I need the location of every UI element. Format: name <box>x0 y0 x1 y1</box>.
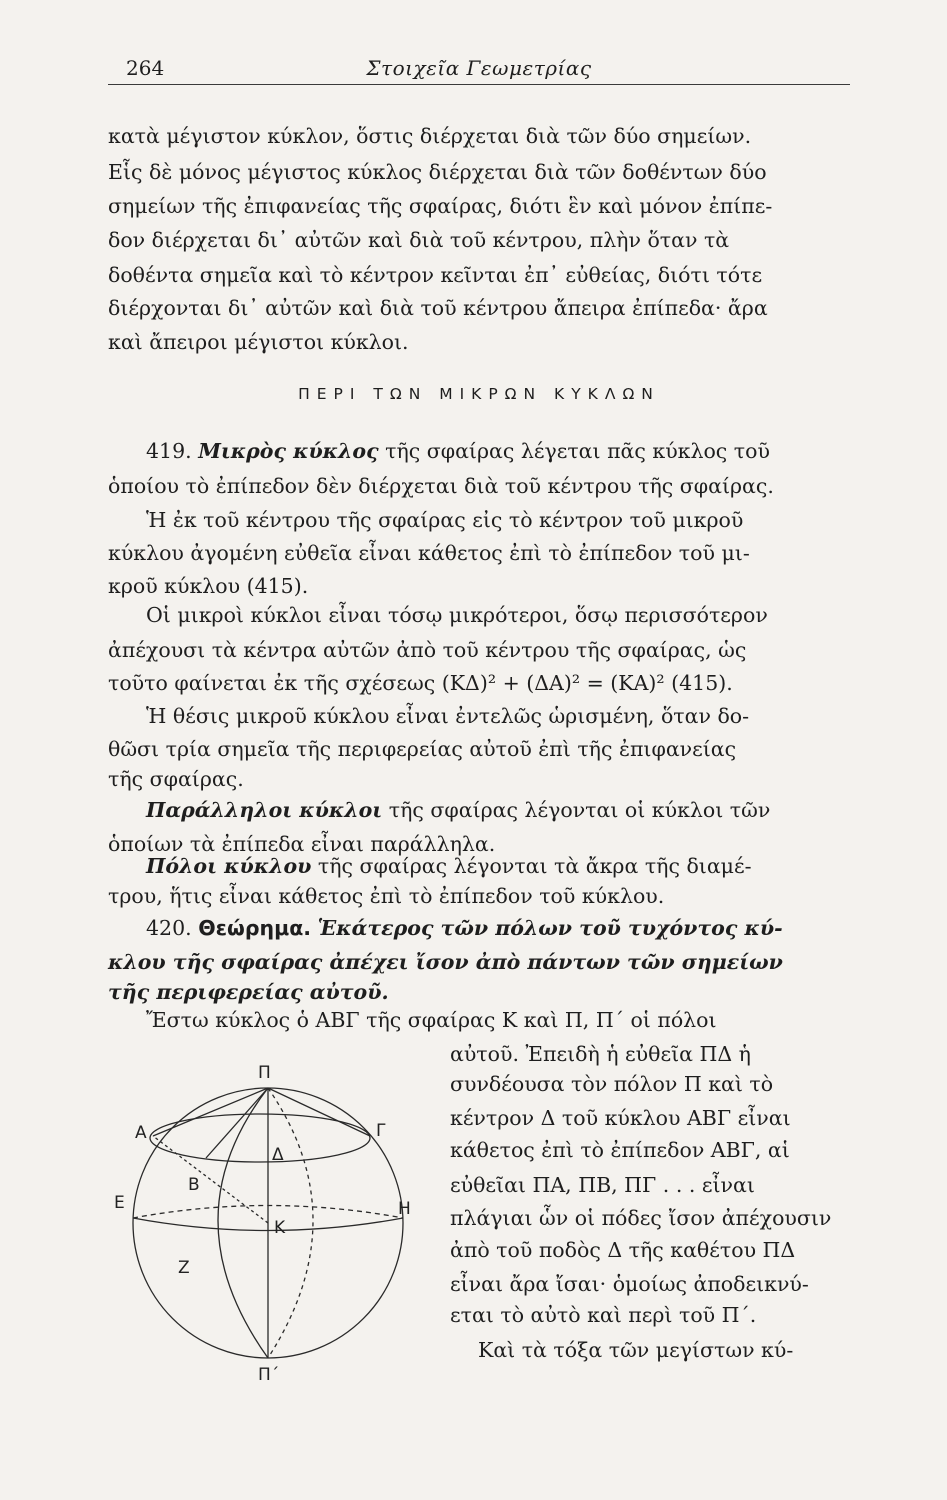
text-line: Ἔστω κύκλος ὁ ΑΒΓ τῆς σφαίρας Κ καὶ Π, Π΄ οἱ πόλοι <box>146 1008 717 1032</box>
text-fragment: τῆς σφαίρας λέγονται οἱ κύκλοι τῶν <box>388 798 771 822</box>
section-heading: ΠΕΡΙ ΤΩΝ ΜΙΚΡΩΝ ΚΥΚΛΩΝ <box>298 385 660 403</box>
label-Z: Ζ <box>178 1258 190 1278</box>
sphere-figure <box>108 1018 438 1388</box>
text-line: κροῦ κύκλου (415). <box>108 574 309 598</box>
label-P: Π <box>258 1063 271 1083</box>
text-line: δον διέρχεται δι᾽ αὐτῶν καὶ διὰ τοῦ κέντρου, πλὴν ὅταν τὰ <box>108 228 730 252</box>
label-P-prime: Π΄ <box>258 1365 280 1385</box>
text-line: Ἡ θέσις μικροῦ κύκλου εἶναι ἐντελῶς ὡρισμένη, ὅταν δο- <box>146 704 750 728</box>
theorem-statement-line: τῆς περιφερείας αὐτοῦ. <box>108 980 389 1004</box>
text-line: Ἡ ἐκ τοῦ κέντρου τῆς σφαίρας εἰς τὸ κέντρον τοῦ μικροῦ <box>146 508 744 532</box>
text-line: θῶσι τρία σημεῖα τῆς περιφερείας αὐτοῦ ἐπὶ τῆς ἐπιφανείας <box>108 737 737 761</box>
label-H: Η <box>398 1199 411 1219</box>
text-fragment: τῆς σφαίρας λέγονται τὰ ἄκρα τῆς διαμέ- <box>317 854 752 878</box>
text-line: καὶ ἄπειροι μέγιστοι κύκλοι. <box>108 330 409 354</box>
term-poles: Πόλοι κύκλου <box>146 854 312 878</box>
text-line: κέντρον Δ τοῦ κύκλου ΑΒΓ εἶναι <box>450 1106 791 1130</box>
text-line: δοθέντα σημεῖα καὶ τὸ κέντρον κεῖνται ἐπ᾽ εὐθείας, διότι τότε <box>108 263 763 287</box>
theorem-420-first-line <box>146 918 783 939</box>
theorem-word: Θεώρημα. <box>198 916 312 940</box>
text-line: Οἱ μικροὶ κύκλοι εἶναι τόσῳ μικρότεροι, ὅσῳ περισσότερον <box>146 603 768 627</box>
label-A: Α <box>135 1123 147 1143</box>
label-D: Δ <box>272 1145 284 1165</box>
text-line: ὁποίων τὰ ἐπίπεδα εἶναι παράλληλα. <box>108 832 496 856</box>
poles-first-line <box>146 856 752 877</box>
text-line: Εἷς δὲ μόνος μέγιστος κύκλος διέρχεται διὰ τῶν δοθέντων δύο <box>108 160 767 184</box>
text-line: κάθετος ἐπὶ τὸ ἐπίπεδον ΑΒΓ, αἱ <box>450 1138 790 1162</box>
text-line: διέρχονται δι᾽ αὐτῶν καὶ διὰ τοῦ κέντρου ἄπειρα ἐπίπεδα· ἄρα <box>108 296 768 320</box>
text-line: ὁποίου τὸ ἐπίπεδον δὲν διέρχεται διὰ τοῦ κέντρου τῆς σφαίρας. <box>108 474 774 498</box>
theorem-statement-line: κλου τῆς σφαίρας ἀπέχει ἴσον ἀπὸ πάντων τῶν σημείων <box>108 950 783 974</box>
text-line: αὐτοῦ. Ἐπειδὴ ἡ εὐθεῖα ΠΔ ἡ <box>450 1042 751 1066</box>
text-line: Καὶ τὰ τόξα τῶν μεγίστων κύ- <box>478 1338 794 1362</box>
label-B: Β <box>188 1175 200 1195</box>
text-line: εὐθεῖαι ΠΑ, ΠΒ, ΠΓ . . . εἶναι <box>450 1173 755 1197</box>
line-KA <box>153 1136 268 1223</box>
text-line: συνδέουσα τὸν πόλον Π καὶ τὸ <box>450 1072 774 1096</box>
text-line: σημείων τῆς ἐπιφανείας τῆς σφαίρας, διότι ἓν καὶ μόνον ἐπίπε- <box>108 194 773 218</box>
text-line: κύκλου ἀγομένη εὐθεῖα εἶναι κάθετος ἐπὶ τὸ ἐπίπεδον τοῦ μι- <box>108 541 750 565</box>
page-number: 264 <box>126 56 165 80</box>
theorem-statement: Ἑκάτερος τῶν πόλων τοῦ τυχόντος κύ- <box>317 916 783 940</box>
text-line: ἀπὸ τοῦ ποδὸς Δ τῆς καθέτου ΠΔ <box>450 1238 796 1262</box>
text-line: τρου, ἥτις εἶναι κάθετος ἐπὶ τὸ ἐπίπεδον τοῦ κύκλου. <box>108 884 665 908</box>
running-title: Στοιχεῖα Γεωμετρίας <box>366 56 592 80</box>
label-G: Γ <box>376 1121 386 1141</box>
text-line: πλάγιαι ὧν οἱ πόδες ἴσον ἀπέχουσιν <box>450 1206 832 1230</box>
paragraph-number: 420. <box>146 916 192 940</box>
term-parallel-circles: Παράλληλοι κύκλοι <box>146 798 383 822</box>
label-E: Ε <box>114 1193 125 1213</box>
text-line: ἀπέχουσι τὰ κέντρα αὐτῶν ἀπὸ τοῦ κέντρου τῆς σφαίρας, ὡς <box>108 638 747 662</box>
parallel-circles-first-line <box>146 800 770 821</box>
meridian <box>218 1088 268 1358</box>
term-small-circle: Μικρὸς κύκλος <box>198 439 379 463</box>
line-PG <box>268 1088 370 1136</box>
paragraph-number: 419. <box>146 439 192 463</box>
text-line: κατὰ μέγιστον κύκλον, ὅστις διέρχεται διὰ τῶν δύο σημείων. <box>108 124 752 148</box>
text-fragment: τῆς σφαίρας λέγεται πᾶς κύκλος τοῦ <box>385 439 770 463</box>
label-K: Κ <box>274 1218 286 1238</box>
text-line: τοῦτο φαίνεται ἐκ τῆς σχέσεως (ΚΔ)² + (ΔΑ)² = (ΚΑ)² (415). <box>108 671 733 695</box>
text-line: εἶναι ἄρα ἴσαι· ὁμοίως ἀποδεικνύ- <box>450 1272 809 1296</box>
text-line: εται τὸ αὐτὸ καὶ περὶ τοῦ Π΄. <box>450 1303 757 1327</box>
paragraph-419-first-line <box>146 441 770 462</box>
small-circle <box>150 1114 370 1162</box>
text-line: τῆς σφαίρας. <box>108 767 244 791</box>
page-header <box>108 52 850 85</box>
